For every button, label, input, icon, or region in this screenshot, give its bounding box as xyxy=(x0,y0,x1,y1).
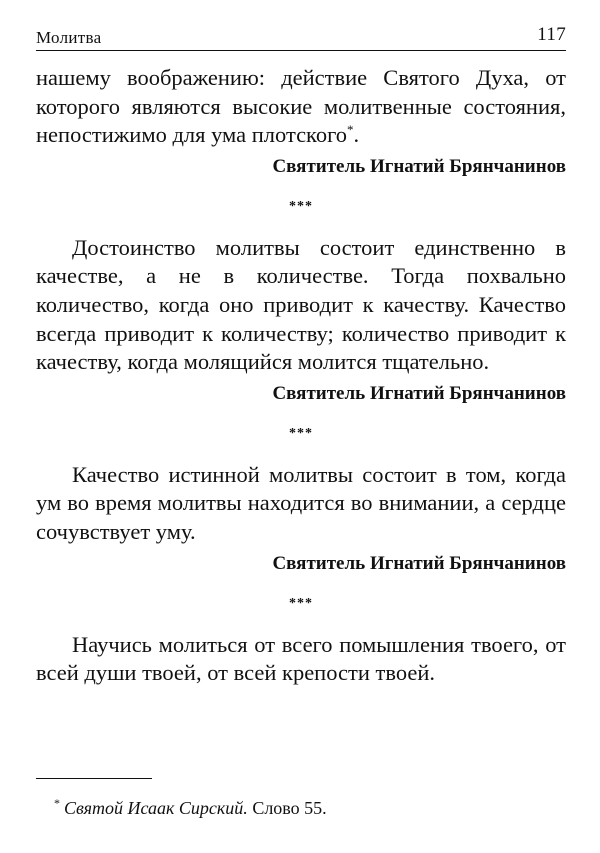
page-number: 117 xyxy=(537,24,566,45)
section-separator-2: *** xyxy=(289,425,313,441)
book-page xyxy=(36,0,566,853)
paragraph-1: нашему воображению: действие Святого Духа, от которого являются высокие молитвенные состояния, непостижимо для ума плотского*. xyxy=(36,65,566,148)
running-head-title: Молитва xyxy=(36,28,102,47)
section-separator-3: *** xyxy=(289,595,313,611)
footnote-reference: Слово 55. xyxy=(247,798,327,818)
attribution-3: Святитель Игнатий Брянчанинов xyxy=(272,552,566,574)
footnote-rule xyxy=(36,778,152,779)
attribution-2: Святитель Игнатий Брянчанинов xyxy=(272,382,566,404)
paragraph-1-text: нашему воображению: действие Святого Духа, от которого являются высокие молитвенные состояния, непостижимо для ума плотского xyxy=(36,65,566,148)
footnote-mark: * xyxy=(54,796,60,810)
footnote-reference-mark: * xyxy=(347,122,354,138)
running-head xyxy=(36,24,566,48)
footnote-source: Святой Исаак Сирский. xyxy=(64,798,248,818)
paragraph-3: Качество истинной молитвы состоит в том, когда ум во время молитвы находится во внимании, а сердце сочувствует уму. xyxy=(36,461,566,544)
paragraph-2: Достоинство молитвы состоит единственно в качестве, а не в количестве. Тогда похвально количество, когда оно приводит к качеству. Качество всегда приводит к количеству; количество приводит к качеству, когда молящийся молится тщательно. xyxy=(36,234,566,375)
attribution-1: Святитель Игнатий Брянчанинов xyxy=(272,155,566,177)
header-rule xyxy=(36,50,566,51)
body-text xyxy=(36,64,566,688)
section-separator-1: *** xyxy=(289,198,313,214)
footnote xyxy=(36,796,566,820)
paragraph-4: Научись молиться от всего помышления твоего, от всей души твоей, от всей крепости твоей. xyxy=(36,631,566,686)
